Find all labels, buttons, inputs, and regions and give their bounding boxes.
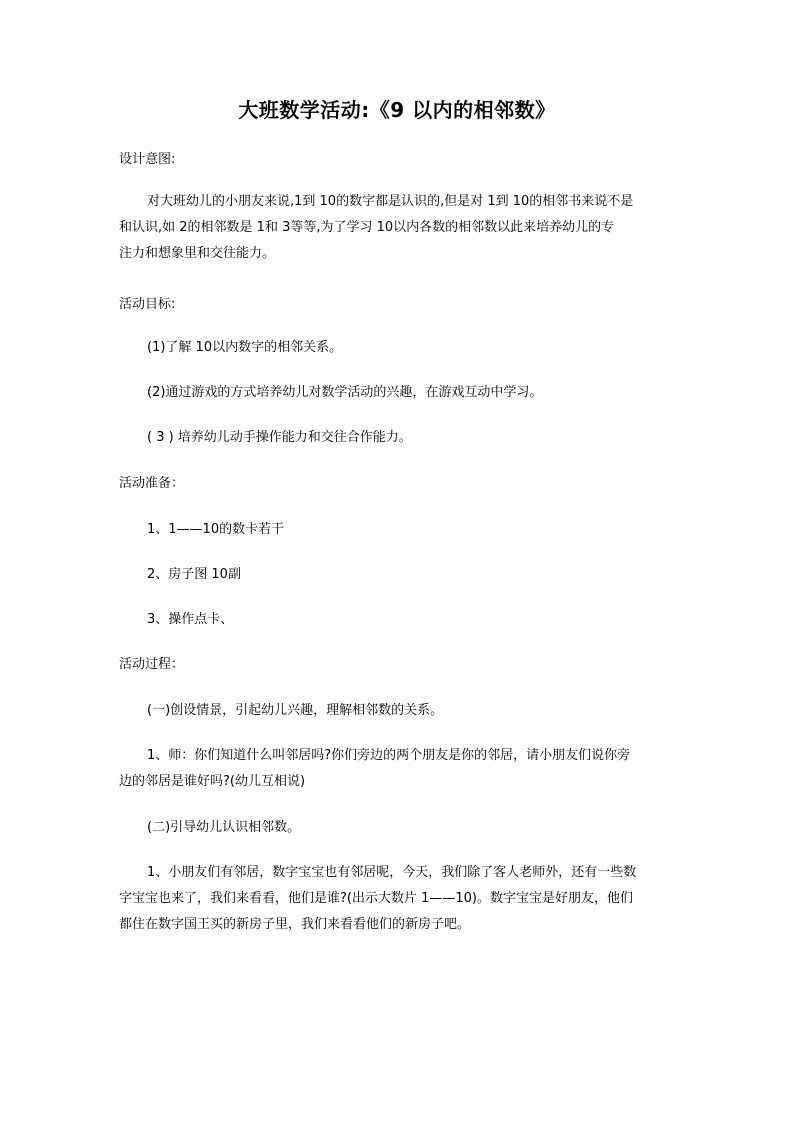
design-heading: 设计意图:: [119, 152, 176, 167]
step2-item1-line1: 1、小朋友们有邻居，数字宝宝也有邻居呢，今天，我们除了客人老师外，还有一些数: [147, 865, 637, 880]
step2-item1-line3: 都住在数字国王买的新房子里，我们来看看他们的新房子吧。: [119, 917, 471, 932]
step1-item1-line1: 1、师：你们知道什么叫邻居吗?你们旁边的两个朋友是你的邻居，请小朋友们说你旁: [147, 748, 631, 763]
prep-heading: 活动准备：: [119, 476, 185, 491]
goal-item-1: (1)了解 10以内数字的相邻关系。: [147, 340, 343, 355]
goal-heading: 活动目标:: [119, 297, 176, 312]
goal-item-2: (2)通过游戏的方式培养幼儿对数学活动的兴趣，在游戏互动中学习。: [147, 385, 543, 400]
page-title: 大班数学活动:《9 以内的相邻数》: [238, 98, 556, 122]
step1-item1-line2: 边的邻居是谁好吗?(幼儿互相说): [119, 774, 306, 789]
design-line-2: 和认识,如 2的相邻数是 1和 3等等,为了学习 10以内各数的相邻数以此来培养幼儿的专: [119, 220, 615, 235]
process-heading: 活动过程：: [119, 657, 185, 672]
step2-item1-line2: 字宝宝也来了，我们来看看，他们是谁?(出示大数片 1——10)。数字宝宝是好朋友，他们: [119, 891, 633, 906]
prep-item-1: 1、1——10的数卡若干: [147, 522, 285, 537]
step1-heading: (一)创设情景，引起幼儿兴趣，理解相邻数的关系。: [147, 703, 444, 718]
goal-item-3: ( 3 ) 培养幼儿动手操作能力和交往合作能力。: [147, 430, 412, 445]
prep-item-3: 3、操作点卡、: [147, 612, 234, 627]
design-line-1: 对大班幼儿的小朋友来说,1到 10的数字都是认识的,但是对 1到 10的相邻书来说不是: [147, 194, 634, 209]
prep-item-2: 2、房子图 10副: [147, 567, 241, 582]
step2-heading: (二)引导幼儿认识相邻数。: [147, 820, 301, 835]
design-line-3: 注力和想象里和交往能力。: [119, 246, 276, 261]
